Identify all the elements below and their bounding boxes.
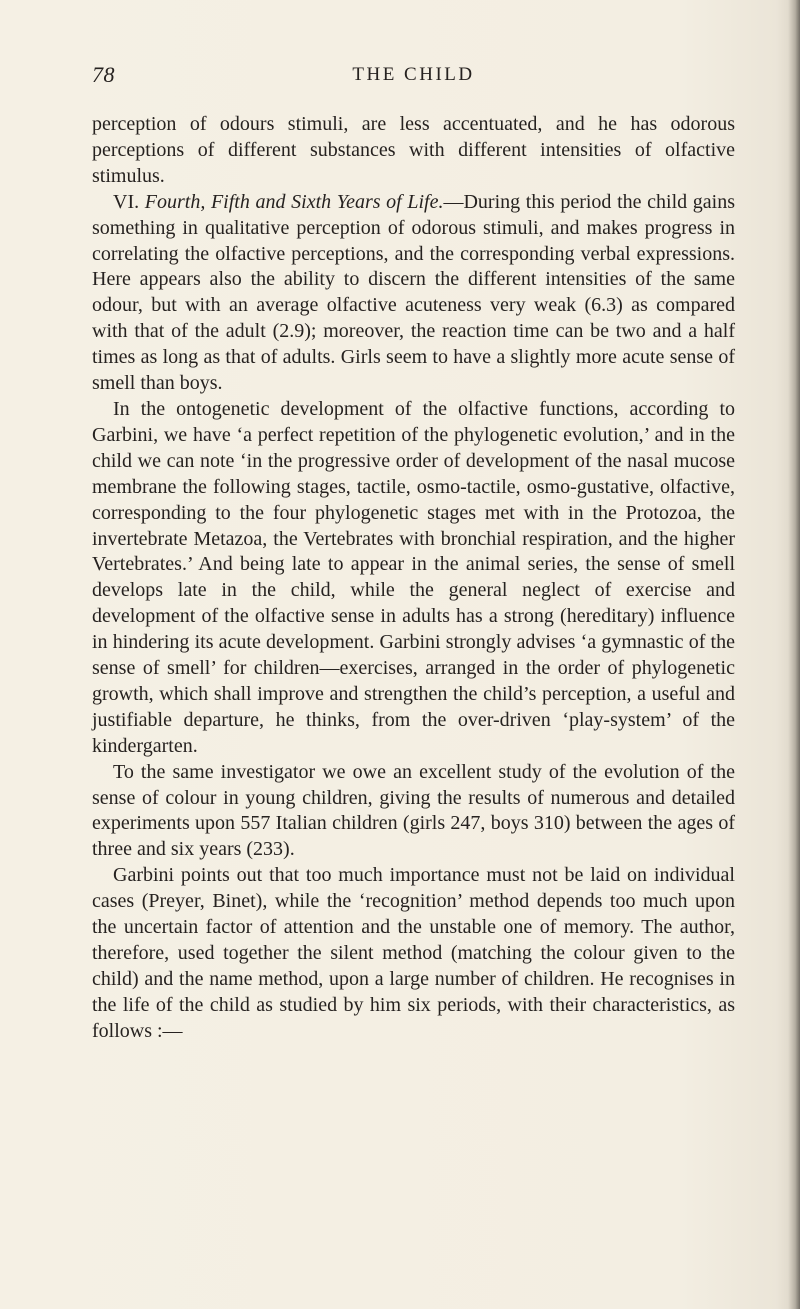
paragraph-ontogenetic <box>92 397 735 760</box>
paragraph-section-vi <box>92 190 735 397</box>
paragraph-text: In the ontogenetic development of the olfactive functions, according to Garbini, we have ‘a perfect repetition of the phylogenetic evolution,’ and in the child we can note ‘in the progressive order of development of the nasal mucose membrane the following stages, tactile, osmo-tactile, osmo-gustative, olfactive, corresponding to the four phylogenetic stages met with in the Protozoa, the invertebrate Metazoa, the Vertebrates with bronchial respiration, and the higher Vertebrates.’ And being late to appear in the animal series, the sense of smell develops late in the child, while the general neglect of exercise and development of the olfactive sense in adults has a strong (hereditary) influence in hindering its acute development. Garbini strongly advises ‘a gymnastic of the sense of smell’ for children—exercises, arranged in the order of phylogenetic growth, which shall improve and strengthen the child’s perception, a useful and justifiable departure, he thinks, from the over-driven ‘play-system’ of the kindergarten. <box>92 397 735 757</box>
page-edge-shadow <box>788 0 800 1309</box>
section-heading: Fourth, Fifth and Sixth Years of Life. <box>144 190 444 213</box>
paragraph-text: —During this period the child gains something in qualitative perception of odorous stimuli, and makes progress in correlating the olfactive perceptions, and the corresponding verbal expressions. Here appears also the ability to discern the different intensities of the same odour, but with an average olfactive acuteness very weak (6.3) as compared with that of the adult (2.9); moreover, the reaction time can be two and a half times as long as that of adults. Girls seem to have a slightly more acute sense of smell than boys. <box>92 190 736 395</box>
section-numeral: VI. <box>113 190 140 213</box>
running-head <box>92 62 735 96</box>
page-number: 78 <box>92 62 115 87</box>
paragraph-continuation <box>92 112 735 190</box>
paragraph-text: perception of odours stimuli, are less accentuated, and he has odorous perceptions of different substances with different intensities of olfactive stimulus. <box>92 113 735 187</box>
paragraph-colour-study <box>92 760 735 864</box>
paragraph-garbini-method <box>92 863 735 1044</box>
body-text <box>92 112 735 1045</box>
paragraph-text: Garbini points out that too much importance must not be laid on individual cases (Preyer, Binet), while the ‘recognition’ method depends too much upon the uncertain factor of attention and the unstable one of memory. The author, therefore, used together the silent method (matching the colour given to the child) and the name method, upon a large number of children. He recognises in the life of the child as studied by him six periods, with their characteristics, as follows :— <box>92 864 735 1042</box>
paragraph-text: To the same investigator we owe an excellent study of the evolution of the sense of colour in young children, giving the results of numerous and detailed experiments upon 557 Italian children (girls 247, boys 310) between the ages of three and six years (233). <box>92 760 735 861</box>
running-title: THE CHILD <box>352 64 475 85</box>
